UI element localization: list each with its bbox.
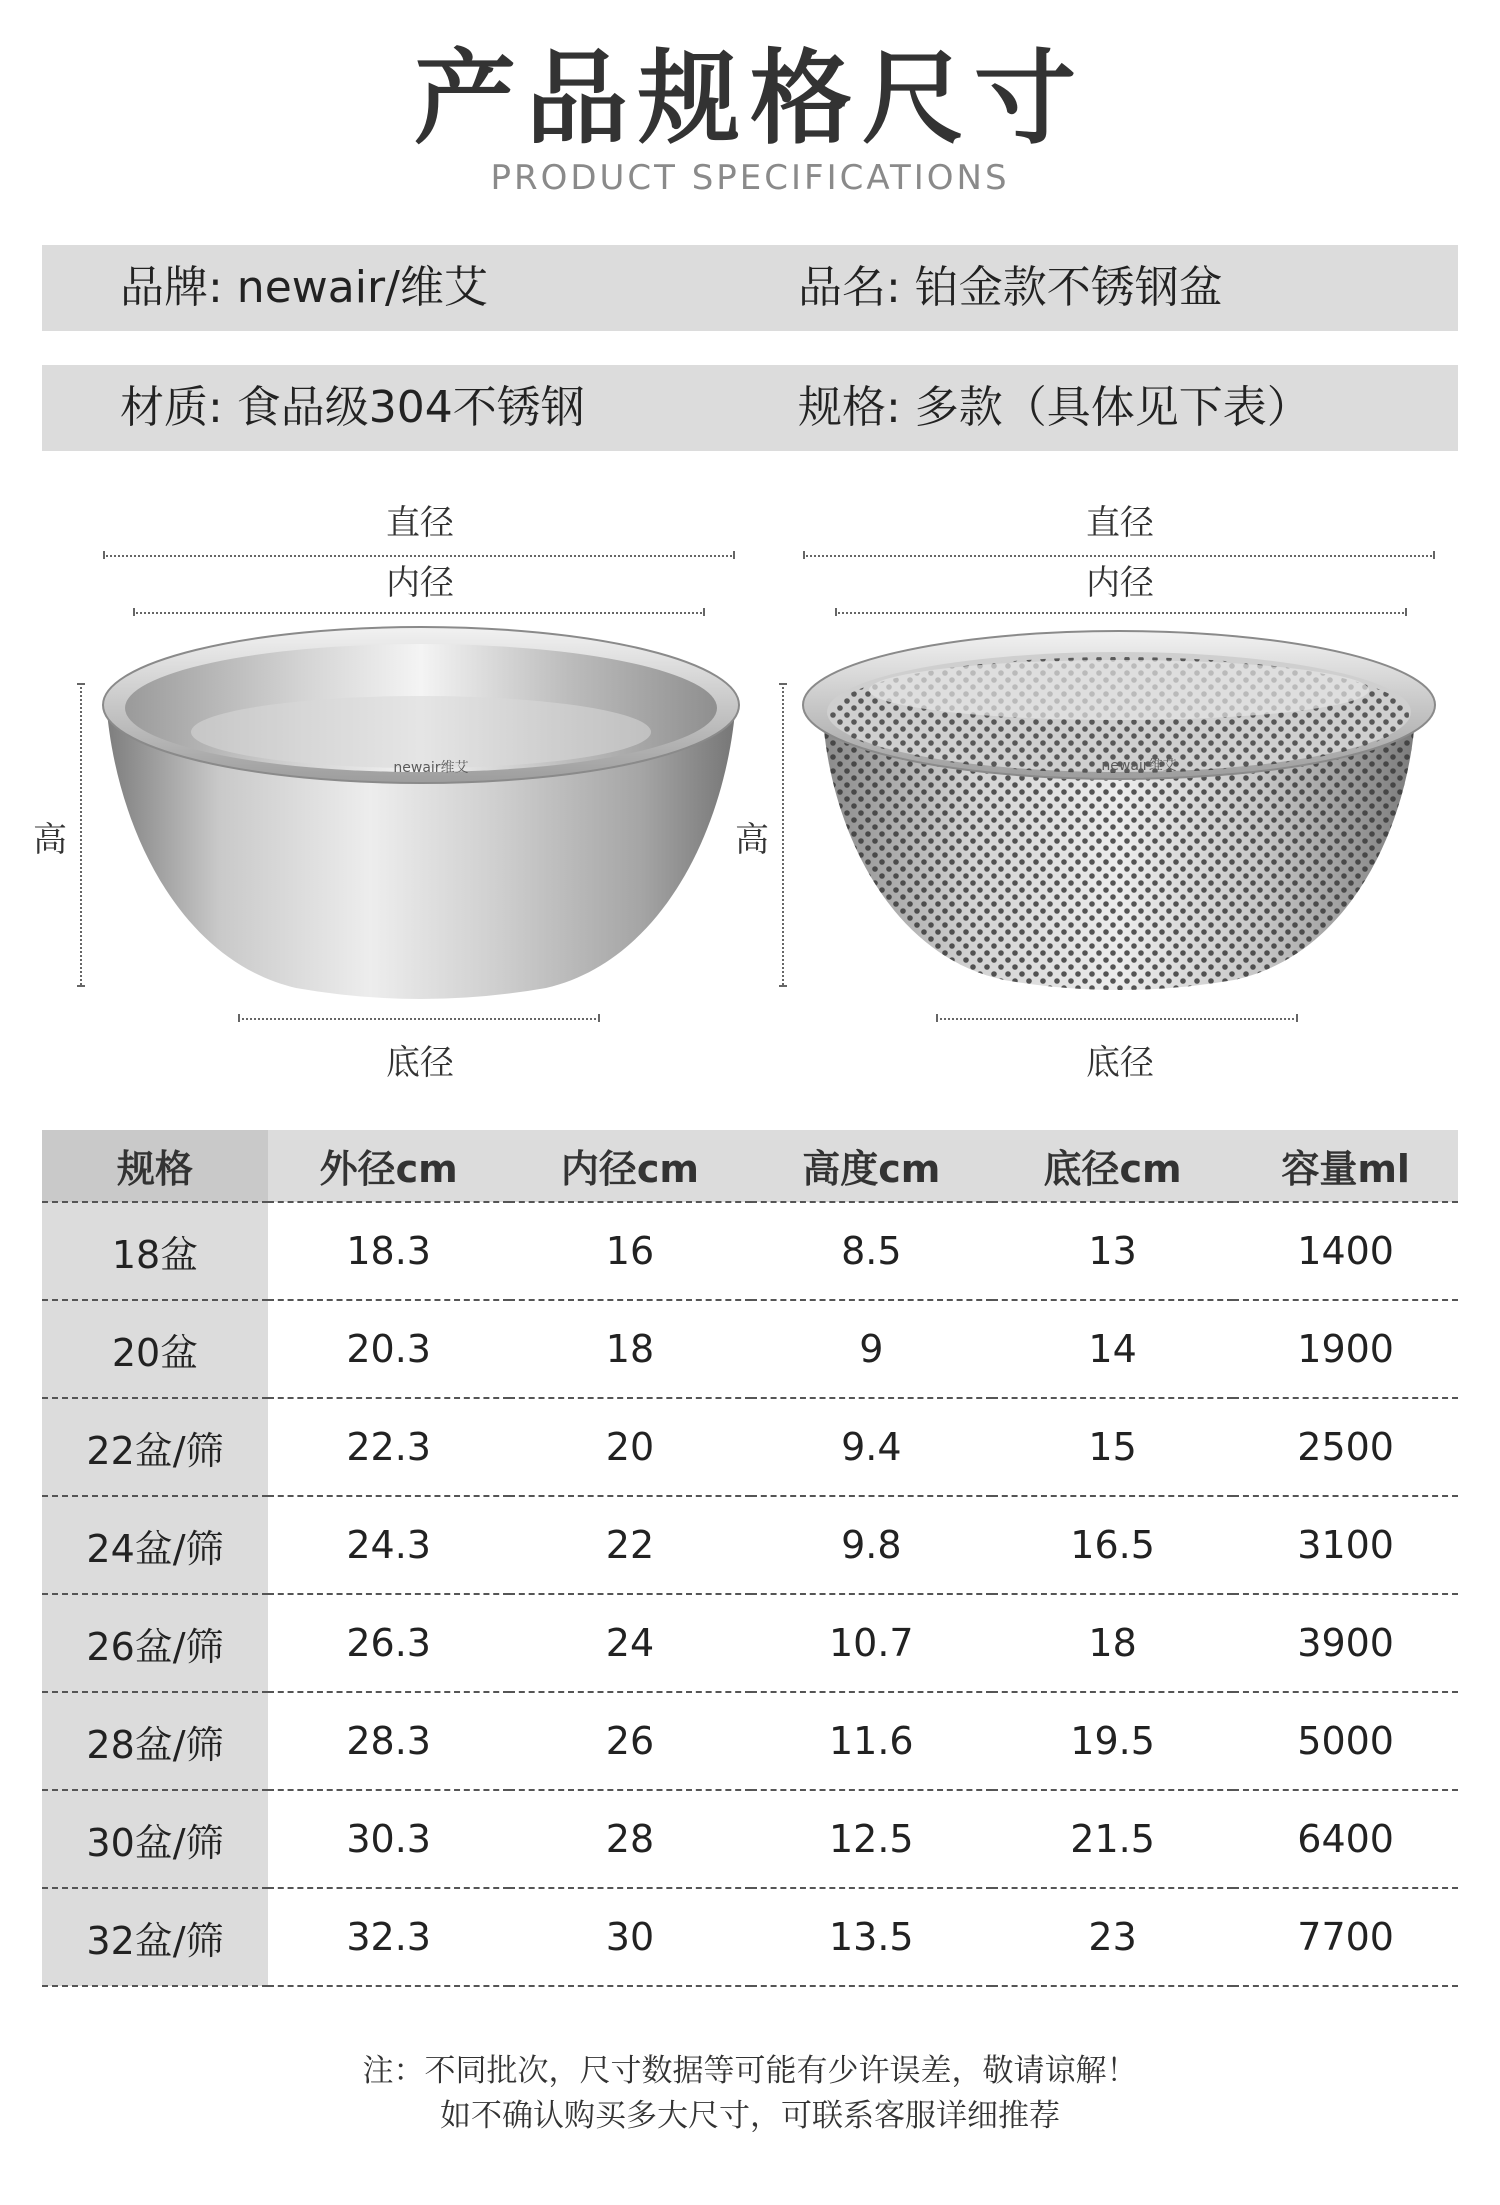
bowl-inner-diameter-line — [133, 612, 705, 614]
note-line-1: 注：不同批次，尺寸数据等可能有少许误差，敬请谅解！ — [362, 2053, 1138, 2089]
cell-outer-diameter: 22.3 — [346, 1425, 431, 1469]
bowl-height-label: 高 — [33, 820, 67, 860]
cell-height: 8.5 — [841, 1229, 902, 1273]
table-row — [42, 1202, 1458, 1300]
cell-outer-diameter: 32.3 — [346, 1915, 431, 1959]
cell-height: 12.5 — [828, 1817, 914, 1861]
colander-base-diameter-label: 底径 — [1086, 1043, 1154, 1083]
cell-capacity: 3900 — [1297, 1621, 1394, 1665]
bowl-outer-diameter-label: 直径 — [386, 503, 454, 543]
cell-outer-diameter: 26.3 — [346, 1621, 431, 1665]
cell-base-diameter: 14 — [1088, 1327, 1137, 1371]
cell-outer-diameter: 24.3 — [346, 1523, 431, 1567]
page-title: 产品规格尺寸 — [414, 40, 1086, 159]
colander-inner-diameter-line — [835, 612, 1407, 614]
note-line-2: 如不确认购买多大尺寸，可联系客服详细推荐 — [440, 2098, 1060, 2134]
cell-spec: 18盆 — [42, 1202, 268, 1300]
page-subtitle: PRODUCT SPECIFICATIONS — [490, 158, 1010, 198]
cell-capacity: 2500 — [1297, 1425, 1394, 1469]
header-capacity: 容量ml — [1281, 1147, 1410, 1191]
cell-height: 9 — [859, 1327, 884, 1371]
cell-inner-diameter: 24 — [605, 1621, 655, 1665]
spec-label: 规格: 多款（具体见下表） — [798, 382, 1311, 433]
cell-height: 10.7 — [828, 1621, 914, 1665]
info-bar-1 — [42, 245, 1458, 331]
header-outer-diameter: 外径cm — [319, 1147, 458, 1191]
colander-height-line — [782, 683, 784, 985]
bowl-height-line — [80, 683, 82, 985]
cell-spec: 30盆/筛 — [42, 1790, 268, 1888]
cell-capacity: 1900 — [1297, 1327, 1394, 1371]
cell-base-diameter: 21.5 — [1070, 1817, 1155, 1861]
cell-capacity: 1400 — [1297, 1229, 1394, 1273]
cell-base-diameter: 23 — [1088, 1915, 1137, 1959]
cell-spec: 24盆/筛 — [42, 1496, 268, 1594]
cell-inner-diameter: 22 — [605, 1523, 655, 1567]
cell-outer-diameter: 30.3 — [346, 1817, 431, 1861]
cell-capacity: 5000 — [1297, 1719, 1394, 1763]
table-row — [42, 1398, 1458, 1496]
cell-height: 9.4 — [841, 1425, 902, 1469]
header-inner-diameter: 内径cm — [560, 1147, 700, 1191]
table-row — [42, 1300, 1458, 1398]
info-bar-2 — [42, 365, 1458, 451]
table-row — [42, 1496, 1458, 1594]
cell-inner-diameter: 20 — [605, 1425, 655, 1469]
cell-capacity: 7700 — [1297, 1915, 1394, 1959]
material-label: 材质: 食品级304不锈钢 — [120, 382, 585, 433]
cell-outer-diameter: 20.3 — [346, 1327, 431, 1371]
table-header-row — [42, 1130, 1458, 1202]
table-row — [42, 1594, 1458, 1692]
table-row — [42, 1888, 1458, 1986]
cell-base-diameter: 16.5 — [1070, 1523, 1155, 1567]
cell-spec: 26盆/筛 — [42, 1594, 268, 1692]
cell-inner-diameter: 30 — [605, 1915, 655, 1959]
bowl-inner-diameter-label: 内径 — [386, 563, 454, 603]
cell-inner-diameter: 28 — [605, 1817, 655, 1861]
stainless-bowl-image — [96, 620, 746, 1005]
cell-outer-diameter: 18.3 — [346, 1229, 431, 1273]
cell-capacity: 6400 — [1297, 1817, 1394, 1861]
colander-base-diameter-line — [936, 1018, 1298, 1020]
cell-base-diameter: 18 — [1088, 1621, 1137, 1665]
colander-inner-diameter-label: 内径 — [1086, 563, 1154, 603]
colander-outer-diameter-label: 直径 — [1086, 503, 1154, 543]
table-row — [42, 1790, 1458, 1888]
colander-height-label: 高 — [735, 820, 769, 860]
product-name-label: 品名: 铂金款不锈钢盆 — [798, 262, 1223, 313]
cell-outer-diameter: 28.3 — [346, 1719, 431, 1763]
bowl-base-diameter-label: 底径 — [386, 1043, 454, 1083]
cell-base-diameter: 13 — [1088, 1229, 1137, 1273]
table-row — [42, 1692, 1458, 1790]
cell-spec: 22盆/筛 — [42, 1398, 268, 1496]
cell-height: 13.5 — [828, 1915, 914, 1959]
cell-base-diameter: 15 — [1088, 1425, 1137, 1469]
brand-label: 品牌: newair/维艾 — [120, 262, 488, 313]
cell-height: 11.6 — [828, 1719, 914, 1763]
bowl-base-diameter-line — [238, 1018, 600, 1020]
cell-base-diameter: 19.5 — [1070, 1719, 1155, 1763]
header-height: 高度cm — [802, 1147, 941, 1191]
cell-spec: 28盆/筛 — [42, 1692, 268, 1790]
cell-inner-diameter: 26 — [605, 1719, 655, 1763]
cell-height: 9.8 — [841, 1523, 902, 1567]
bowl-logo: newair维艾 — [393, 760, 469, 776]
spec-table — [42, 1130, 1458, 1987]
cell-spec: 32盆/筛 — [42, 1888, 268, 1986]
cell-inner-diameter: 18 — [605, 1327, 655, 1371]
header-spec: 规格 — [42, 1130, 268, 1202]
cell-spec: 20盆 — [42, 1300, 268, 1398]
cell-capacity: 3100 — [1297, 1523, 1394, 1567]
header-base-diameter: 底径cm — [1043, 1147, 1182, 1191]
colander-logo: newair维艾 — [1101, 758, 1177, 774]
cell-inner-diameter: 16 — [605, 1229, 655, 1273]
stainless-colander-image — [794, 620, 1444, 1005]
